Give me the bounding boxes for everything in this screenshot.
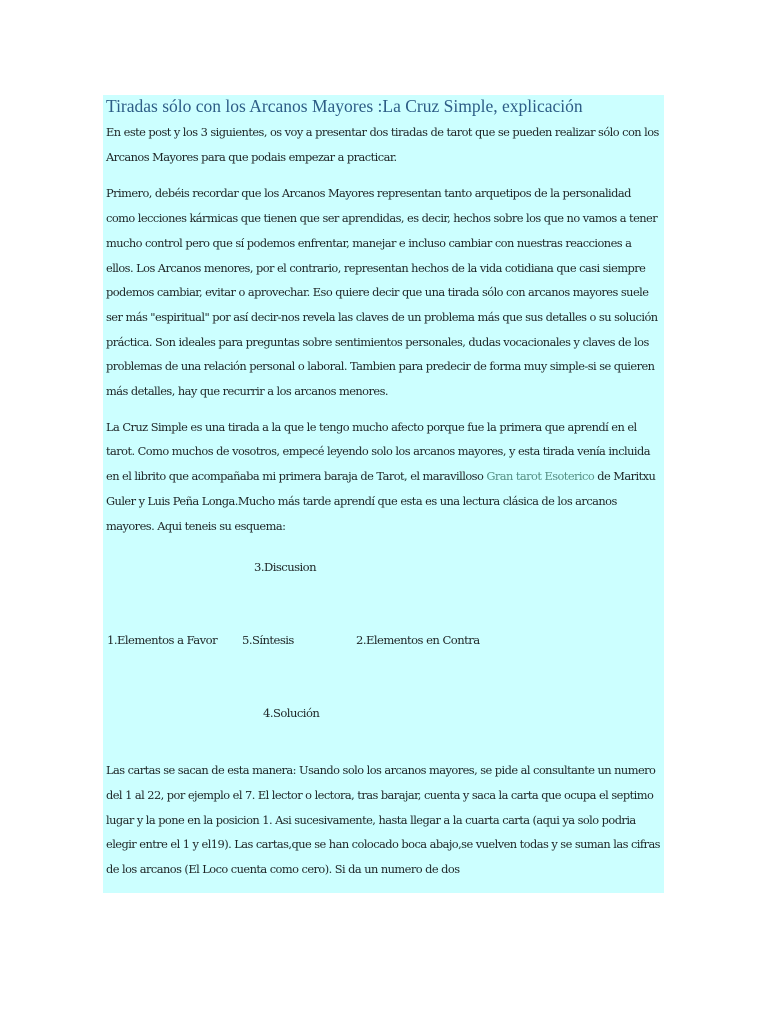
arcanos-explanation-paragraph: Primero, debéis recordar que los Arcanos Mayores representan tanto arquetipos de la personalidad como lecciones kármicas que tienen que ser aprendidas, es decir, hechos sobre los que no vamos a tener mucho control pero que sí podemos enfrentar, manejar e incluso cambiar con nuestras reacciones a ellos. Los Arcanos menores, por el contrario, representan hechos de la vida cotidiana que casi siempre podemos cambiar, evitar o aprovechar. Eso quiere decir que una tirada sólo con arcanos mayores suele ser más "espiritual" por así decir-nos revela las claves de un problema más que sus detalles o su solución práctica. Son ideales para preguntas sobre sentimientos personales, dudas vocacionales y claves de los problemas de una relación personal o laboral. Tambien para predecir de forma muy simple-si se quieren más detalles, hay que recurrir a los arcanos menores. [106,186,658,399]
cruz-simple-text-start: La Cruz Simple es una tirada a la que le tengo mucho afecto porque fue la primera que aprendí en el tarot. Como muchos de vosotros, empecé leyendo solo los arcanos mayores, y esta tirada venía incluida en el librito que acompañaba mi primera baraja de Tarot, el maravilloso [106,419,651,484]
cruz-simple-text-end: de Maritxu Guler y Luis Peña Longa.Mucho más tarde aprendí que esta es una lectura clásica de los arcanos mayores. Aqui teneis su esquema: [106,469,656,533]
post-title: Tiradas sólo con los Arcanos Mayores :La Cruz Simple, explicación [106,96,583,116]
cross-layout-scheme [106,538,661,760]
position-1-elementos-a-favor: 1.Elementos a Favor [107,633,218,648]
document-page [103,95,664,893]
card-drawing-paragraph: Las cartas se sacan de esta manera: Usando solo los arcanos mayores, se pide al consultante un numero del 1 al 22, por ejemplo el 7. El lector o lectora, tras barajar, cuenta y saca la carta que ocupa el septimo lugar y la pone en la posicion 1. Asi sucesivamente, hasta llegar a la cuarta carta (aqui ya solo podria elegir entre el 1 y el19). Las cartas,que se han colocado boca abajo,se vuelven todas y se suman las cifras de los arcanos (El Loco cuenta como cero). Si da un numero de dos [106,763,660,877]
position-2-elementos-en-contra: 2.Elementos en Contra [356,633,480,648]
position-5-sintesis: 5.Síntesis [242,633,294,648]
position-3-discusion: 3.Discusion [254,560,317,575]
intro-paragraph: En este post y los 3 siguientes, os voy a presentar dos tiradas de tarot que se pueden realizar sólo con los Arcanos Mayores para que podais empezar a practicar. [106,125,659,164]
gran-tarot-esoterico-link[interactable]: Gran tarot Esoterico [486,469,595,484]
cruz-simple-paragraph [106,415,661,539]
position-4-solucion: 4.Solución [263,706,320,721]
